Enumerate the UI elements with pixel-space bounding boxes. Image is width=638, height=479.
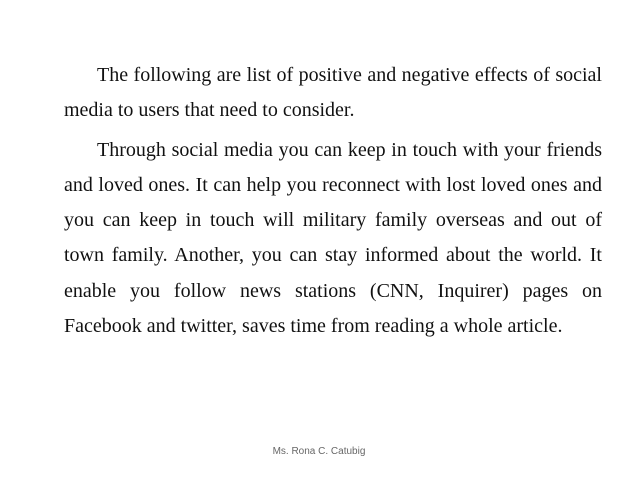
body-text (64, 58, 602, 344)
footer-author: Ms. Rona C. Catubig (272, 446, 366, 457)
paragraph-intro: The following are list of positive and negative effects of social media to users that need to consider. (64, 64, 602, 122)
paragraph-positive-effects: Through social media you can keep in touch with your friends and loved ones. It can help you reconnect with lost loved ones and you can keep in touch will military family overseas and out of town family. Another, you can stay informed about the world. It enable you follow news stations (CNN, Inquirer) pages on Facebook and twitter, saves time from reading a whole article. (64, 138, 602, 338)
